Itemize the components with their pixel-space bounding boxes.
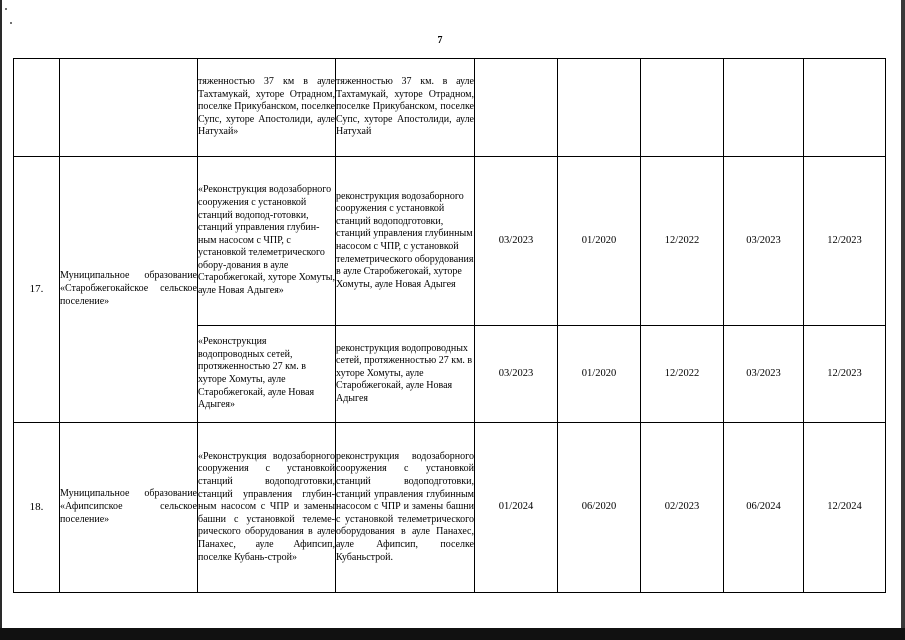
entry-number: 17. bbox=[14, 157, 60, 423]
date-cell: 01/2024 bbox=[475, 423, 558, 593]
project-description: реконструкция водозаборного сооружения с установкой станций водоподготовки, станций управления глубинным насосом с ЧПР и замены башни с установкой телеметрического оборудования в ауле Панахес, ауле Афипсип, поселке Кубаньстрой. bbox=[336, 423, 475, 593]
date-cell: 03/2023 bbox=[475, 157, 558, 326]
project-description-quoted: «Реконструкция водопроводных сетей, протяженностью 27 км. в хуторе Хомуты, ауле Старобжегокай, ауле Новая Адыгея» bbox=[198, 326, 336, 423]
scan-right-edge bbox=[901, 0, 905, 640]
cell-empty bbox=[14, 59, 60, 157]
cell-empty bbox=[804, 59, 886, 157]
cell-empty bbox=[724, 59, 804, 157]
date-cell: 02/2023 bbox=[641, 423, 724, 593]
cell-project-quoted-continuation: тяженностью 37 км в ауле Тахтамукай, хуторе Отрадном, поселке Прикубанском, поселке Супс, хуторе Апостолиди, ауле Натухай» bbox=[198, 59, 336, 157]
scan-speck bbox=[10, 22, 12, 24]
date-cell: 03/2023 bbox=[724, 326, 804, 423]
cell-empty bbox=[641, 59, 724, 157]
date-cell: 03/2023 bbox=[724, 157, 804, 326]
municipality-name: Муниципальное образование «Афипсипское сельское поселение» bbox=[60, 423, 198, 593]
scan-left-edge bbox=[0, 0, 2, 640]
entry-number: 18. bbox=[14, 423, 60, 593]
date-cell: 12/2022 bbox=[641, 157, 724, 326]
page-number: 7 bbox=[437, 35, 443, 46]
project-description: реконструкция водопроводных сетей, протяженностью 27 км. в хуторе Хомуты, ауле Старобжегокай, ауле Новая Адыгея bbox=[336, 326, 475, 423]
date-cell: 12/2024 bbox=[804, 423, 886, 593]
date-cell: 06/2020 bbox=[558, 423, 641, 593]
date-cell: 12/2023 bbox=[804, 326, 886, 423]
cell-empty bbox=[60, 59, 198, 157]
cell-empty bbox=[475, 59, 558, 157]
date-cell: 01/2020 bbox=[558, 326, 641, 423]
table-row bbox=[14, 157, 886, 326]
date-cell: 03/2023 bbox=[475, 326, 558, 423]
project-description: реконструкция водозаборного сооружения с установкой станций водоподготовки, станций управления глубинным насосом с ЧПР, с установкой телеметрического оборудования в ауле Старобжегокай, хуторе Хомуты, ауле Новая Адыгея bbox=[336, 157, 475, 326]
date-cell: 01/2020 bbox=[558, 157, 641, 326]
project-description-quoted: «Реконструкция водозаборного сооружения с установкой станций водоподготовки, станций управления глубин-ным насосом с ЧПР и замены башни с установкой телеме-рического оборудования в ауле Панахес, ауле Афипсип, поселке Кубань-строй» bbox=[198, 423, 336, 593]
cell-empty bbox=[558, 59, 641, 157]
cell-project-plain-continuation: тяженностью 37 км. в ауле Тахтамукай, хуторе Отрадном, поселке Прикубанском, поселке Супс, хуторе Апостолиди, ауле Натухай bbox=[336, 59, 475, 157]
municipality-name: Муниципальное образование «Старобжегокайское сельское поселение» bbox=[60, 157, 198, 423]
scan-bottom-edge bbox=[0, 628, 905, 640]
date-cell: 12/2023 bbox=[804, 157, 886, 326]
date-cell: 12/2022 bbox=[641, 326, 724, 423]
projects-table bbox=[13, 58, 886, 593]
date-cell: 06/2024 bbox=[724, 423, 804, 593]
scan-speck bbox=[5, 8, 7, 10]
table-row bbox=[14, 423, 886, 593]
project-description-quoted: «Реконструкция водозаборного сооружения с установкой станций водопод-готовки, станций управления глубин-ным насосом с ЧПР, с установкой телеметрического обору-дования в ауле Старобжегокай, хуторе Хомуты, ауле Новая Адыгея» bbox=[198, 157, 336, 326]
continuation-row bbox=[14, 59, 886, 157]
